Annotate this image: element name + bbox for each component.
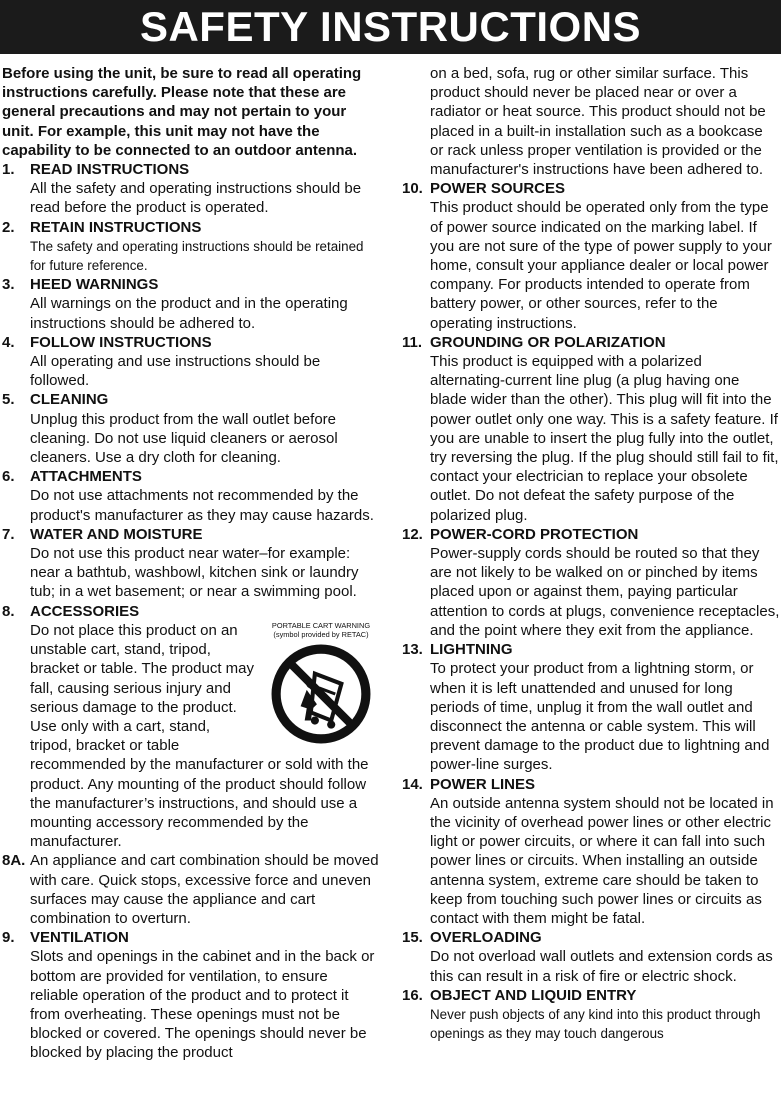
item-heading: VENTILATION (30, 929, 129, 947)
item-heading: POWER LINES (430, 775, 536, 793)
item-number: 7. (2, 525, 15, 543)
item-heading: POWER-CORD PROTECTION (430, 525, 639, 543)
item-heading: ACCESSORIES (30, 602, 140, 620)
instruction-item-13 (402, 640, 780, 774)
item-number: 9. (2, 929, 15, 947)
item-heading: ATTACHMENTS (30, 468, 142, 486)
item-heading: GROUNDING OR POLARIZATION (430, 333, 666, 351)
item-number: 10. (402, 180, 423, 198)
item-body: Slots and openings in the cabinet and in the back or bottom are provided for ventilation, to ensure reliable operation of the product and to protect it from overheating. These openings must not be blocked or covered. The openings should never be blocked by placing the product (30, 948, 375, 1062)
cart-warning-figure (262, 621, 380, 745)
item-number: 16. (402, 986, 423, 1004)
instruction-item-14 (402, 775, 780, 929)
item-number: 2. (2, 218, 15, 236)
instruction-item-9 (2, 928, 380, 1062)
instruction-item-3 (2, 275, 380, 333)
item-body: This product is equipped with a polarized alternating-current line plug (a plug having one blade wider than the other). This plug will fit into the power outlet only one way. This is a safety feature. If you are unable to insert the plug fully into the outlet, try reversing the plug. If the plug should still fail to fit, contact your electrician to replace your obsolete outlet. Do not defeat the safety purpose of the polarized plug. (430, 353, 779, 524)
instruction-item-16 (402, 986, 780, 1044)
item-body: Do not use attachments not recommended by the product's manufacturer as they may cause hazards. (30, 487, 374, 524)
instruction-item-12 (402, 525, 780, 640)
item-heading: WATER AND MOISTURE (30, 525, 203, 543)
item-body: Do not overload wall outlets and extension cords as this can result in a risk of fire or electric shock. (430, 948, 773, 985)
item-body: The safety and operating instructions should be retained for future reference. (30, 238, 364, 274)
item-heading: FOLLOW INSTRUCTIONS (30, 333, 212, 351)
item-heading: CLEANING (30, 391, 109, 409)
item-number: 5. (2, 391, 15, 409)
instruction-item-8 (2, 602, 380, 852)
instruction-item-7 (2, 525, 380, 602)
instruction-item-11 (402, 333, 780, 525)
item-body: All the safety and operating instructions should be read before the product is operated. (30, 180, 362, 217)
page-title: SAFETY INSTRUCTIONS (0, 0, 781, 54)
cart-warning-caption: PORTABLE CART WARNING (271, 620, 371, 630)
instruction-item-15 (402, 928, 780, 986)
item-number: 3. (2, 276, 15, 294)
item-body: Power-supply cords should be routed so that they are not likely to be walked on or pinched by items placed upon or against them, paying particular attention to cords at plugs, convenience receptacles, and the point where they exit from the appliance. (430, 545, 780, 639)
item-number: 13. (402, 641, 423, 659)
item-body: All warnings on the product and in the operating instructions should be adhered to. (30, 295, 348, 332)
accessories-body-top: Do not place this product on an unstable cart, stand, tripod, bracket or table. The product may fall, causing serious injury and serious damage to the product. Use only with a cart, stand, tripod, bracket or table recommended by the manufacturer or sold with the (30, 621, 369, 774)
item-body: To protect your product from a lightning storm, or when it is left unattended and unused for long periods of time, unplug it from the wall outlet and disconnect the antenna or cable system. This will prevent damage to the product due to lightning and power-line surges. (430, 660, 770, 774)
item-number: 8. (2, 602, 15, 620)
item-body (30, 621, 380, 851)
ventilation-continuation (402, 64, 780, 179)
instruction-item-4 (2, 333, 380, 391)
item-body: Do not use this product near water–for example: near a bathtub, washbowl, kitchen sink or laundry tub; in a wet basement; or near a swimming pool. (30, 545, 359, 601)
item-number: 14. (402, 775, 423, 793)
right-column (402, 64, 780, 1043)
item-number: 11. (402, 333, 423, 351)
item-heading: OVERLOADING (430, 929, 542, 947)
item-number: 15. (402, 929, 423, 947)
item-number: 1. (2, 161, 15, 179)
item-heading: POWER SOURCES (430, 180, 566, 198)
instruction-item-5 (2, 390, 380, 467)
item-number: 8A. (2, 852, 26, 870)
instruction-item-10 (402, 179, 780, 333)
item-body: on a bed, sofa, rug or other similar surface. This product should never be placed near or over a radiator or heat source. This product should not be placed in a built-in installation such as a bookcase or rack unless proper ventilation is provided or the manufacturer's instructions have been adhered to. (430, 65, 766, 179)
item-heading: LIGHTNING (430, 641, 513, 659)
accessories-body-bottom: product. Any mounting of the product should follow the manufacturer’s instructions, and should use a mounting accessory recommended by the manufacturer. (30, 775, 367, 851)
cart-tipover-icon (270, 643, 372, 745)
item-heading: OBJECT AND LIQUID ENTRY (430, 986, 637, 1004)
item-number: 12. (402, 525, 423, 543)
instruction-item-1 (2, 160, 380, 218)
item-body: An appliance and cart combination should be moved with care. Quick stops, excessive force and uneven surfaces may cause the appliance and cart combination to overturn. (30, 852, 379, 927)
intro-paragraph: Before using the unit, be sure to read all operating instructions carefully. Please note that these are general precautions and may not pertain to your unit. For example, this unit may not have the capability to be connected to an outdoor antenna. (2, 65, 362, 159)
left-column (2, 64, 380, 1063)
item-heading: RETAIN INSTRUCTIONS (30, 218, 202, 236)
instruction-item-8a (2, 851, 380, 928)
item-body: All operating and use instructions should be followed. (30, 353, 321, 390)
item-heading: READ INSTRUCTIONS (30, 161, 190, 179)
item-body: An outside antenna system should not be located in the vicinity of overhead power lines or other electric light or power circuits, or where it can fall into such power lines or circuits. When installing an outside antenna system, extreme care should be taken to keep from touching such power lines or circuits as contact with them might be fatal. (430, 794, 774, 927)
item-number: 6. (2, 468, 15, 486)
item-body: Unplug this product from the wall outlet before cleaning. Do not use liquid cleaners or aerosol cleaners. Use a dry cloth for cleaning. (30, 410, 338, 467)
item-body: This product should be operated only from the type of power source indicated on the marking label. If you are not sure of the type of power supply to your home, consult your appliance dealer or local power company. For products intended to operate from battery power, or other sources, refer to the operating instructions. (430, 199, 772, 332)
cart-warning-source: (symbol provided by RETAC) (273, 629, 369, 639)
item-body: Never push objects of any kind into this product through openings as they may touch dangerous (430, 1006, 761, 1042)
item-heading: HEED WARNINGS (30, 276, 159, 294)
instruction-item-6 (2, 467, 380, 525)
item-number: 4. (2, 333, 15, 351)
instruction-item-2 (2, 218, 380, 276)
